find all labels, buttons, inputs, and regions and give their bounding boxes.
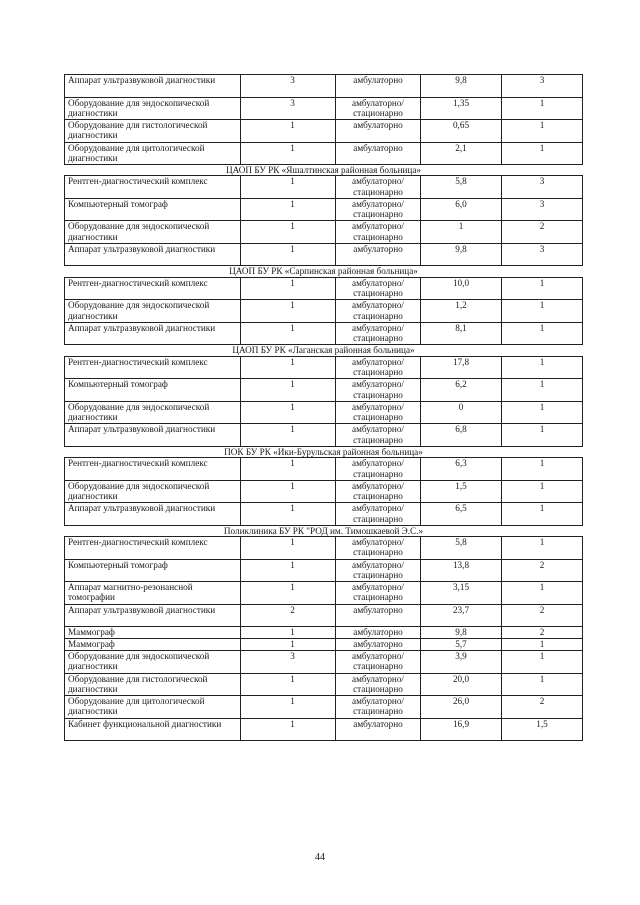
table-row xyxy=(65,356,583,379)
table-row xyxy=(65,651,583,674)
section-title: ЦАОП БУ РК «Сарпинская районная больница» xyxy=(65,266,583,277)
equipment-name-cell: Рентген-диагностический комплекс xyxy=(65,277,241,300)
quantity-cell: 1 xyxy=(241,537,336,560)
table-row xyxy=(65,537,583,560)
load-value-cell: 26,0 xyxy=(421,696,502,719)
shift-value-cell: 1 xyxy=(502,142,583,165)
shift-value-cell: 1 xyxy=(502,458,583,481)
table-row xyxy=(65,300,583,323)
care-mode-cell: амбулаторно/ стационарно xyxy=(336,176,421,199)
care-mode-cell: амбулаторно xyxy=(336,718,421,741)
care-mode-cell: амбулаторно/ стационарно xyxy=(336,559,421,582)
equipment-name-cell: Аппарат ультразвуковой диагностики xyxy=(65,424,241,447)
equipment-name-cell: Аппарат ультразвуковой диагностики xyxy=(65,322,241,345)
load-value-cell: 8,1 xyxy=(421,322,502,345)
table-row xyxy=(65,277,583,300)
load-value-cell: 3,15 xyxy=(421,582,502,605)
table-row xyxy=(65,673,583,696)
quantity-cell: 1 xyxy=(241,480,336,503)
quantity-cell: 1 xyxy=(241,277,336,300)
equipment-name-cell: Компьютерный томограф xyxy=(65,559,241,582)
load-value-cell: 1,35 xyxy=(421,97,502,120)
load-value-cell: 17,8 xyxy=(421,356,502,379)
load-value-cell: 2,1 xyxy=(421,142,502,165)
table-row xyxy=(65,503,583,526)
equipment-name-cell: Рентген-диагностический комплекс xyxy=(65,537,241,560)
table-row xyxy=(65,639,583,651)
load-value-cell: 1 xyxy=(421,221,502,244)
care-mode-cell: амбулаторно/ стационарно xyxy=(336,503,421,526)
load-value-cell: 23,7 xyxy=(421,604,502,627)
equipment-name-cell: Оборудование для эндоскопической диагностики xyxy=(65,401,241,424)
quantity-cell: 1 xyxy=(241,559,336,582)
load-value-cell: 16,9 xyxy=(421,718,502,741)
section-header-row xyxy=(65,266,583,277)
care-mode-cell: амбулаторно/ стационарно xyxy=(336,651,421,674)
section-title: ЦАОП БУ РК «Лаганская районная больница» xyxy=(65,345,583,356)
table-row xyxy=(65,604,583,627)
table-row xyxy=(65,696,583,719)
section-title: Поликлиника БУ РК "РОД им. Тимошкаевой Э.С.» xyxy=(65,525,583,536)
shift-value-cell: 1 xyxy=(502,673,583,696)
equipment-name-cell: Оборудование для эндоскопической диагностики xyxy=(65,300,241,323)
load-value-cell: 9,8 xyxy=(421,627,502,639)
shift-value-cell: 3 xyxy=(502,198,583,221)
equipment-name-cell: Аппарат ультразвуковой диагностики xyxy=(65,75,241,98)
care-mode-cell: амбулаторно/ стационарно xyxy=(336,673,421,696)
shift-value-cell: 1 xyxy=(502,277,583,300)
quantity-cell: 1 xyxy=(241,718,336,741)
section-header-row xyxy=(65,345,583,356)
quantity-cell: 1 xyxy=(241,198,336,221)
shift-value-cell: 1 xyxy=(502,379,583,402)
table-row xyxy=(65,401,583,424)
quantity-cell: 3 xyxy=(241,651,336,674)
table-row xyxy=(65,424,583,447)
table-row xyxy=(65,75,583,98)
load-value-cell: 5,8 xyxy=(421,537,502,560)
equipment-name-cell: Маммограф xyxy=(65,627,241,639)
care-mode-cell: амбулаторно/ стационарно xyxy=(336,458,421,481)
table-body xyxy=(65,75,583,741)
quantity-cell: 1 xyxy=(241,424,336,447)
care-mode-cell: амбулаторно/ стационарно xyxy=(336,221,421,244)
equipment-name-cell: Рентген-диагностический комплекс xyxy=(65,458,241,481)
load-value-cell: 6,8 xyxy=(421,424,502,447)
care-mode-cell: амбулаторно xyxy=(336,604,421,627)
load-value-cell: 0,65 xyxy=(421,120,502,143)
care-mode-cell: амбулаторно xyxy=(336,243,421,266)
table-row xyxy=(65,480,583,503)
care-mode-cell: амбулаторно xyxy=(336,627,421,639)
load-value-cell: 0 xyxy=(421,401,502,424)
load-value-cell: 9,8 xyxy=(421,75,502,98)
quantity-cell: 1 xyxy=(241,356,336,379)
table-row xyxy=(65,322,583,345)
equipment-name-cell: Оборудование для гистологической диагностики xyxy=(65,673,241,696)
equipment-name-cell: Компьютерный томограф xyxy=(65,198,241,221)
table-row xyxy=(65,142,583,165)
equipment-name-cell: Кабинет функциональной диагностики xyxy=(65,718,241,741)
care-mode-cell: амбулаторно/ стационарно xyxy=(336,480,421,503)
equipment-name-cell: Оборудование для эндоскопической диагностики xyxy=(65,651,241,674)
load-value-cell: 1,2 xyxy=(421,300,502,323)
quantity-cell: 1 xyxy=(241,243,336,266)
equipment-name-cell: Аппарат ультразвуковой диагностики xyxy=(65,243,241,266)
care-mode-cell: амбулаторно/ стационарно xyxy=(336,198,421,221)
equipment-name-cell: Маммограф xyxy=(65,639,241,651)
shift-value-cell: 1 xyxy=(502,537,583,560)
care-mode-cell: амбулаторно/ стационарно xyxy=(336,300,421,323)
care-mode-cell: амбулаторно xyxy=(336,120,421,143)
table-row xyxy=(65,243,583,266)
shift-value-cell: 1 xyxy=(502,356,583,379)
care-mode-cell: амбулаторно xyxy=(336,639,421,651)
quantity-cell: 3 xyxy=(241,97,336,120)
quantity-cell: 1 xyxy=(241,582,336,605)
load-value-cell: 9,8 xyxy=(421,243,502,266)
equipment-name-cell: Оборудование для цитологической диагностики xyxy=(65,142,241,165)
load-value-cell: 5,7 xyxy=(421,639,502,651)
shift-value-cell: 1 xyxy=(502,322,583,345)
load-value-cell: 1,5 xyxy=(421,480,502,503)
table-row xyxy=(65,120,583,143)
equipment-name-cell: Оборудование для цитологической диагностики xyxy=(65,696,241,719)
care-mode-cell: амбулаторно xyxy=(336,75,421,98)
shift-value-cell: 1 xyxy=(502,424,583,447)
quantity-cell: 1 xyxy=(241,639,336,651)
load-value-cell: 6,2 xyxy=(421,379,502,402)
shift-value-cell: 2 xyxy=(502,604,583,627)
table-row xyxy=(65,176,583,199)
quantity-cell: 1 xyxy=(241,503,336,526)
equipment-name-cell: Компьютерный томограф xyxy=(65,379,241,402)
shift-value-cell: 1 xyxy=(502,97,583,120)
care-mode-cell: амбулаторно/ стационарно xyxy=(336,356,421,379)
quantity-cell: 1 xyxy=(241,142,336,165)
care-mode-cell: амбулаторно/ стационарно xyxy=(336,277,421,300)
equipment-name-cell: Рентген-диагностический комплекс xyxy=(65,176,241,199)
section-header-row xyxy=(65,165,583,176)
shift-value-cell: 2 xyxy=(502,627,583,639)
table-row xyxy=(65,458,583,481)
shift-value-cell: 2 xyxy=(502,221,583,244)
equipment-name-cell: Аппарат магнитно-резонансной томографии xyxy=(65,582,241,605)
quantity-cell: 1 xyxy=(241,221,336,244)
care-mode-cell: амбулаторно/ стационарно xyxy=(336,696,421,719)
shift-value-cell: 3 xyxy=(502,75,583,98)
quantity-cell: 3 xyxy=(241,75,336,98)
load-value-cell: 5,8 xyxy=(421,176,502,199)
care-mode-cell: амбулаторно/ стационарно xyxy=(336,401,421,424)
quantity-cell: 1 xyxy=(241,696,336,719)
quantity-cell: 1 xyxy=(241,458,336,481)
care-mode-cell: амбулаторно xyxy=(336,142,421,165)
load-value-cell: 20,0 xyxy=(421,673,502,696)
quantity-cell: 1 xyxy=(241,120,336,143)
equipment-name-cell: Аппарат ультразвуковой диагностики xyxy=(65,503,241,526)
care-mode-cell: амбулаторно/ стационарно xyxy=(336,537,421,560)
section-title: ПОК БУ РК «Ики-Бурульская районная больница» xyxy=(65,446,583,457)
care-mode-cell: амбулаторно/ стационарно xyxy=(336,582,421,605)
page-number: 44 xyxy=(315,852,325,863)
load-value-cell: 10,0 xyxy=(421,277,502,300)
quantity-cell: 1 xyxy=(241,379,336,402)
shift-value-cell: 1 xyxy=(502,480,583,503)
equipment-name-cell: Оборудование для эндоскопической диагностики xyxy=(65,480,241,503)
table-row xyxy=(65,627,583,639)
load-value-cell: 6,3 xyxy=(421,458,502,481)
table-row xyxy=(65,221,583,244)
table-row xyxy=(65,379,583,402)
shift-value-cell: 1 xyxy=(502,300,583,323)
table-row xyxy=(65,718,583,741)
shift-value-cell: 1 xyxy=(502,503,583,526)
quantity-cell: 1 xyxy=(241,401,336,424)
table-row xyxy=(65,97,583,120)
care-mode-cell: амбулаторно/ стационарно xyxy=(336,424,421,447)
equipment-name-cell: Рентген-диагностический комплекс xyxy=(65,356,241,379)
quantity-cell: 1 xyxy=(241,300,336,323)
load-value-cell: 6,0 xyxy=(421,198,502,221)
quantity-cell: 1 xyxy=(241,627,336,639)
care-mode-cell: амбулаторно/ стационарно xyxy=(336,379,421,402)
equipment-name-cell: Оборудование для эндоскопической диагностики xyxy=(65,221,241,244)
equipment-table xyxy=(64,74,583,741)
quantity-cell: 1 xyxy=(241,322,336,345)
load-value-cell: 6,5 xyxy=(421,503,502,526)
quantity-cell: 2 xyxy=(241,604,336,627)
table-row xyxy=(65,198,583,221)
table-row xyxy=(65,559,583,582)
load-value-cell: 3,9 xyxy=(421,651,502,674)
shift-value-cell: 3 xyxy=(502,243,583,266)
quantity-cell: 1 xyxy=(241,176,336,199)
shift-value-cell: 1 xyxy=(502,120,583,143)
equipment-name-cell: Оборудование для гистологической диагностики xyxy=(65,120,241,143)
shift-value-cell: 3 xyxy=(502,176,583,199)
section-header-row xyxy=(65,525,583,536)
shift-value-cell: 2 xyxy=(502,696,583,719)
section-header-row xyxy=(65,446,583,457)
equipment-name-cell: Оборудование для эндоскопической диагностики xyxy=(65,97,241,120)
shift-value-cell: 1,5 xyxy=(502,718,583,741)
shift-value-cell: 2 xyxy=(502,559,583,582)
shift-value-cell: 1 xyxy=(502,582,583,605)
table-row xyxy=(65,582,583,605)
section-title: ЦАОП БУ РК «Яшалтинская районная больница» xyxy=(65,165,583,176)
care-mode-cell: амбулаторно/ стационарно xyxy=(336,97,421,120)
equipment-name-cell: Аппарат ультразвуковой диагностики xyxy=(65,604,241,627)
shift-value-cell: 1 xyxy=(502,651,583,674)
shift-value-cell: 1 xyxy=(502,401,583,424)
load-value-cell: 13,8 xyxy=(421,559,502,582)
quantity-cell: 1 xyxy=(241,673,336,696)
care-mode-cell: амбулаторно/ стационарно xyxy=(336,322,421,345)
shift-value-cell: 1 xyxy=(502,639,583,651)
